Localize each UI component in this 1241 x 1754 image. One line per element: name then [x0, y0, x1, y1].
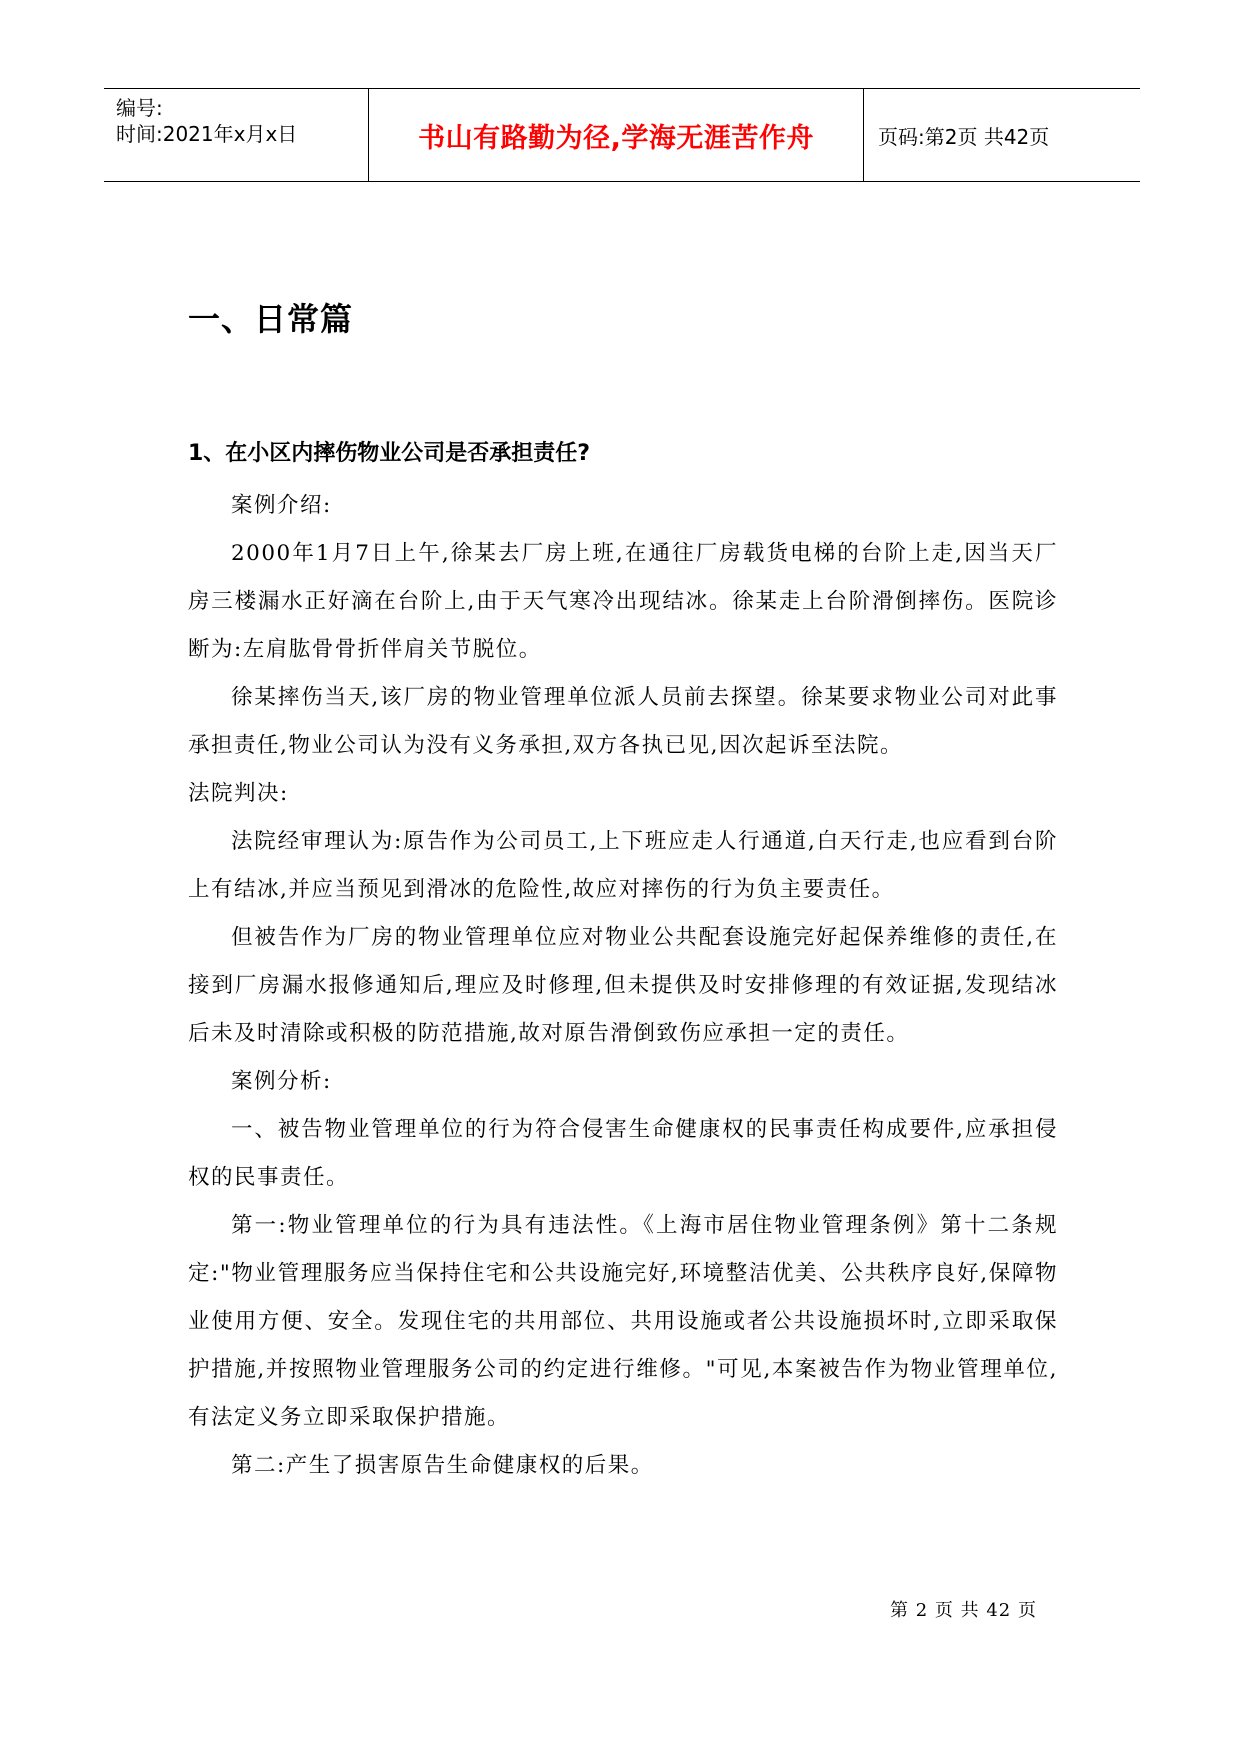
paragraph-court-opinion: 法院经审理认为:原告作为公司员工,上下班应走人行通道,白天行走,也应看到台阶上有结冰,并应当预见到滑冰的危险性,故应对摔伤的行为负主要责任。	[188, 829, 1058, 902]
header-motto: 书山有路勤为径,学海无涯苦作舟	[369, 89, 864, 181]
header-page-info: 页码:第2页 共42页	[878, 124, 1050, 149]
paragraph-case-facts: 2000年1月7日上午,徐某去厂房上班,在通往厂房载货电梯的台阶上走,因当天厂房三楼漏水正好滴在台阶上,由于天气寒冷出现结冰。徐某走上台阶滑倒摔伤。医院诊断为:左肩肱骨骨折伴肩关节脱位。	[188, 541, 1058, 662]
paragraph-lawsuit: 徐某摔伤当天,该厂房的物业管理单位派人员前去探望。徐某要求物业公司对此事承担责任,物业公司认为没有义务承担,双方各执已见,因次起诉至法院。	[188, 685, 1058, 758]
document-number-label: 编号:	[116, 96, 163, 120]
paragraph-judgment-label: 法院判决:	[188, 781, 289, 806]
paragraph-damage: 第二:产生了损害原告生命健康权的后果。	[231, 1453, 654, 1478]
section-title: 1、在小区内摔伤物业公司是否承担责任?	[188, 441, 591, 466]
document-header	[104, 88, 1140, 182]
paragraph-case-intro-label: 案例介绍:	[231, 493, 332, 518]
header-meta	[104, 89, 369, 181]
chapter-title: 一、日常篇	[188, 300, 354, 338]
document-body	[188, 482, 1058, 1490]
paragraph-illegality: 第一:物业管理单位的行为具有违法性。《上海市居住物业管理条例》第十二条规定:"物业管理服务应当保持住宅和公共设施完好,环境整洁优美、公共秩序良好,保障物业使用方便、安全。发现住宅的共用部位、共用设施或者公共设施损坏时,立即采取保护措施,并按照物业管理服务公司的约定进行维修。"可见,本案被告作为物业管理单位,有法定义务立即采取保护措施。	[188, 1213, 1058, 1430]
paragraph-defendant-liability: 但被告作为厂房的物业管理单位应对物业公共配套设施完好起保养维修的责任,在接到厂房漏水报修通知后,理应及时修理,但未提供及时安排修理的有效证据,发现结冰后未及时清除或积极的防范措施,故对原告滑倒致伤应承担一定的责任。	[188, 925, 1058, 1046]
paragraph-analysis-label: 案例分析:	[231, 1069, 332, 1094]
paragraph-analysis-point-one: 一、被告物业管理单位的行为符合侵害生命健康权的民事责任构成要件,应承担侵权的民事责任。	[188, 1117, 1058, 1190]
page-footer: 第 2 页 共 42 页	[890, 1600, 1037, 1621]
document-time-label: 时间:2021年x月x日	[116, 122, 298, 146]
